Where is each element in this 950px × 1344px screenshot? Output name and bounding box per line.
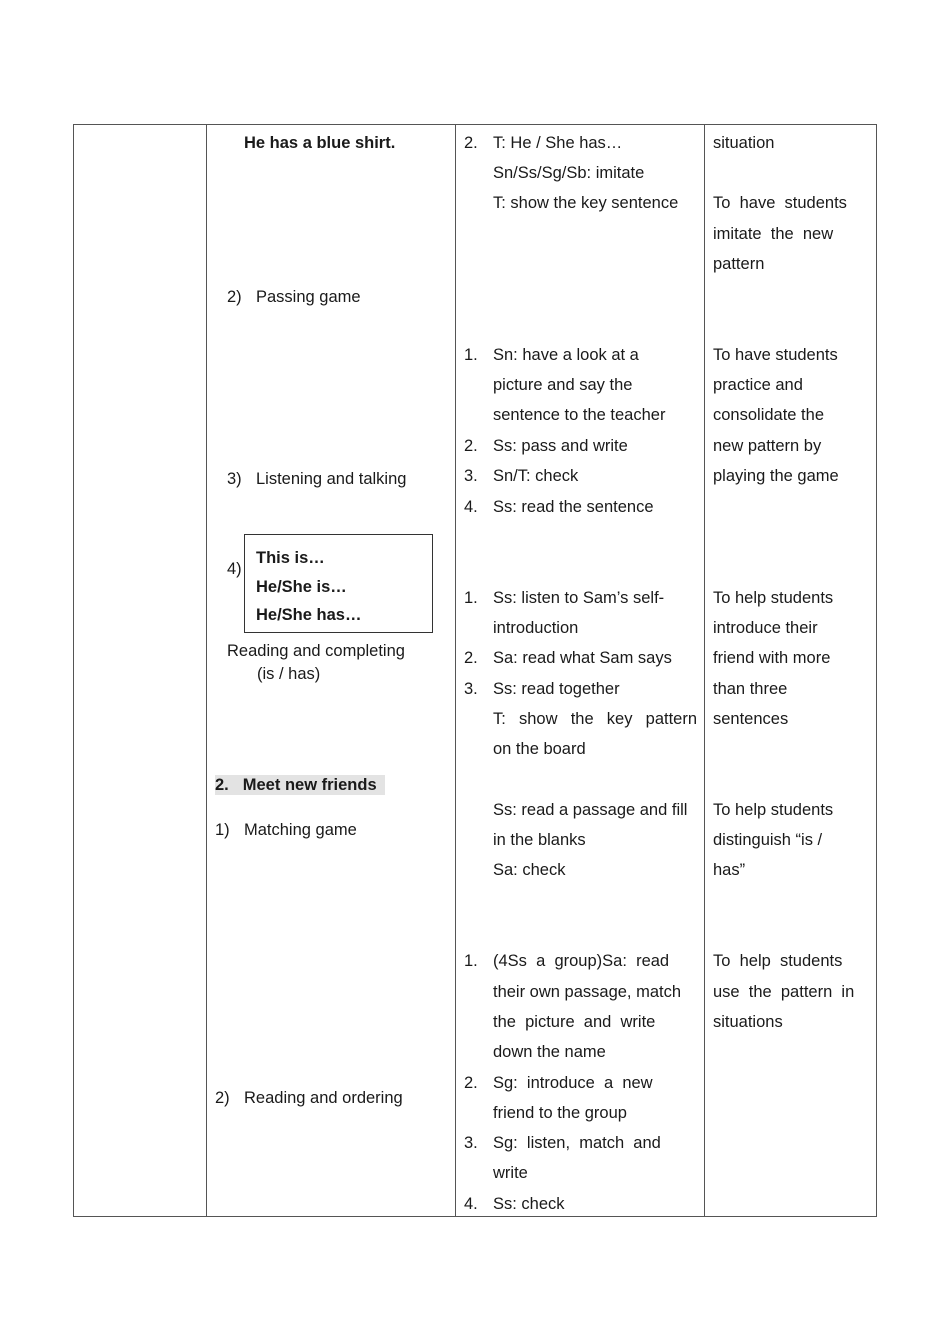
list-number: 2. — [464, 649, 478, 667]
purpose-line: introduce their — [713, 619, 818, 637]
procedure-line: Ss: read together — [493, 680, 620, 698]
procedure-line: in the blanks — [493, 831, 586, 849]
list-number: 4. — [464, 1195, 478, 1213]
list-number: 2. — [464, 437, 478, 455]
pattern-line: He/She is… — [256, 578, 347, 596]
purpose-line: practice and — [713, 376, 803, 394]
reading-completing-subheading: (is / has) — [257, 665, 321, 683]
purpose-line: playing the game — [713, 467, 839, 485]
procedure-line: Sg: introduce a new — [493, 1074, 653, 1092]
step-number: 1) — [215, 821, 230, 839]
purpose-line: pattern — [713, 255, 765, 273]
procedure-line: T: show the key pattern — [493, 710, 698, 728]
list-number: 3. — [464, 1134, 478, 1152]
procedure-line: their own passage, match — [493, 983, 682, 1001]
purpose-line: use the pattern in — [713, 983, 855, 1001]
list-number: 3. — [464, 467, 478, 485]
procedure-line: introduction — [493, 619, 579, 637]
procedure-line: Ss: check — [493, 1195, 565, 1213]
list-number: 3. — [464, 680, 478, 698]
section-label: Meet new friends — [242, 776, 377, 794]
procedure-line: Sg: listen, match and — [493, 1134, 661, 1152]
list-number: 2. — [464, 134, 478, 152]
procedure-line: (4Ss a group)Sa: read — [493, 952, 670, 970]
column-divider — [704, 125, 705, 1216]
procedure-line: picture and say the — [493, 376, 633, 394]
list-number: 2. — [464, 1074, 478, 1092]
procedure-line: Ss: read the sentence — [493, 498, 654, 516]
section-number: 2. — [215, 776, 229, 794]
step-number: 2) — [227, 288, 242, 306]
pattern-line: This is… — [256, 549, 325, 567]
column-divider — [206, 125, 207, 1216]
procedure-line: Sa: check — [493, 861, 566, 879]
meet-new-friends-heading — [215, 775, 385, 795]
procedure-line: Sn/Ss/Sg/Sb: imitate — [493, 164, 645, 182]
procedure-line: down the name — [493, 1043, 606, 1061]
step-number: 4) — [227, 560, 242, 578]
matching-game-heading: Matching game — [244, 821, 357, 839]
reading-ordering-heading: Reading and ordering — [244, 1089, 403, 1107]
list-number: 1. — [464, 589, 478, 607]
procedure-line: on the board — [493, 740, 586, 758]
procedure-line: Ss: read a passage and fill — [493, 801, 688, 819]
purpose-line: To help students — [713, 589, 834, 607]
procedure-line: write — [493, 1164, 528, 1182]
purpose-line: To help students — [713, 952, 843, 970]
purpose-line: friend with more — [713, 649, 831, 667]
list-number: 1. — [464, 952, 478, 970]
lesson-table — [73, 124, 877, 1217]
list-number: 4. — [464, 498, 478, 516]
purpose-line: situations — [713, 1013, 783, 1031]
purpose-line: than three — [713, 680, 788, 698]
purpose-line: To have students — [713, 346, 838, 364]
procedure-line: T: show the key sentence — [493, 194, 679, 212]
key-sentence: He has a blue shirt. — [244, 134, 396, 152]
procedure-line: the picture and write — [493, 1013, 656, 1031]
procedure-line: Sn/T: check — [493, 467, 579, 485]
step-number: 2) — [215, 1089, 230, 1107]
procedure-line: Sn: have a look at a — [493, 346, 639, 364]
purpose-line: To help students — [713, 801, 834, 819]
purpose-line: situation — [713, 134, 775, 152]
procedure-line: sentence to the teacher — [493, 406, 666, 424]
procedure-line: friend to the group — [493, 1104, 627, 1122]
listening-talking-heading: Listening and talking — [256, 470, 407, 488]
procedure-line: T: He / She has… — [493, 134, 623, 152]
reading-completing-heading: Reading and completing — [227, 642, 405, 660]
purpose-line: consolidate the — [713, 406, 824, 424]
step-number: 3) — [227, 470, 242, 488]
purpose-line: To have students — [713, 194, 847, 212]
purpose-line: distinguish “is / — [713, 831, 823, 849]
procedure-line: Sa: read what Sam says — [493, 649, 672, 667]
purpose-line: sentences — [713, 710, 789, 728]
pattern-line: He/She has… — [256, 606, 362, 624]
list-number: 1. — [464, 346, 478, 364]
procedure-line: Ss: pass and write — [493, 437, 628, 455]
passing-game-heading: Passing game — [256, 288, 361, 306]
purpose-line: has” — [713, 861, 746, 879]
column-divider — [455, 125, 456, 1216]
purpose-line: imitate the new — [713, 225, 834, 243]
purpose-line: new pattern by — [713, 437, 822, 455]
procedure-line: Ss: listen to Sam’s self- — [493, 589, 665, 607]
